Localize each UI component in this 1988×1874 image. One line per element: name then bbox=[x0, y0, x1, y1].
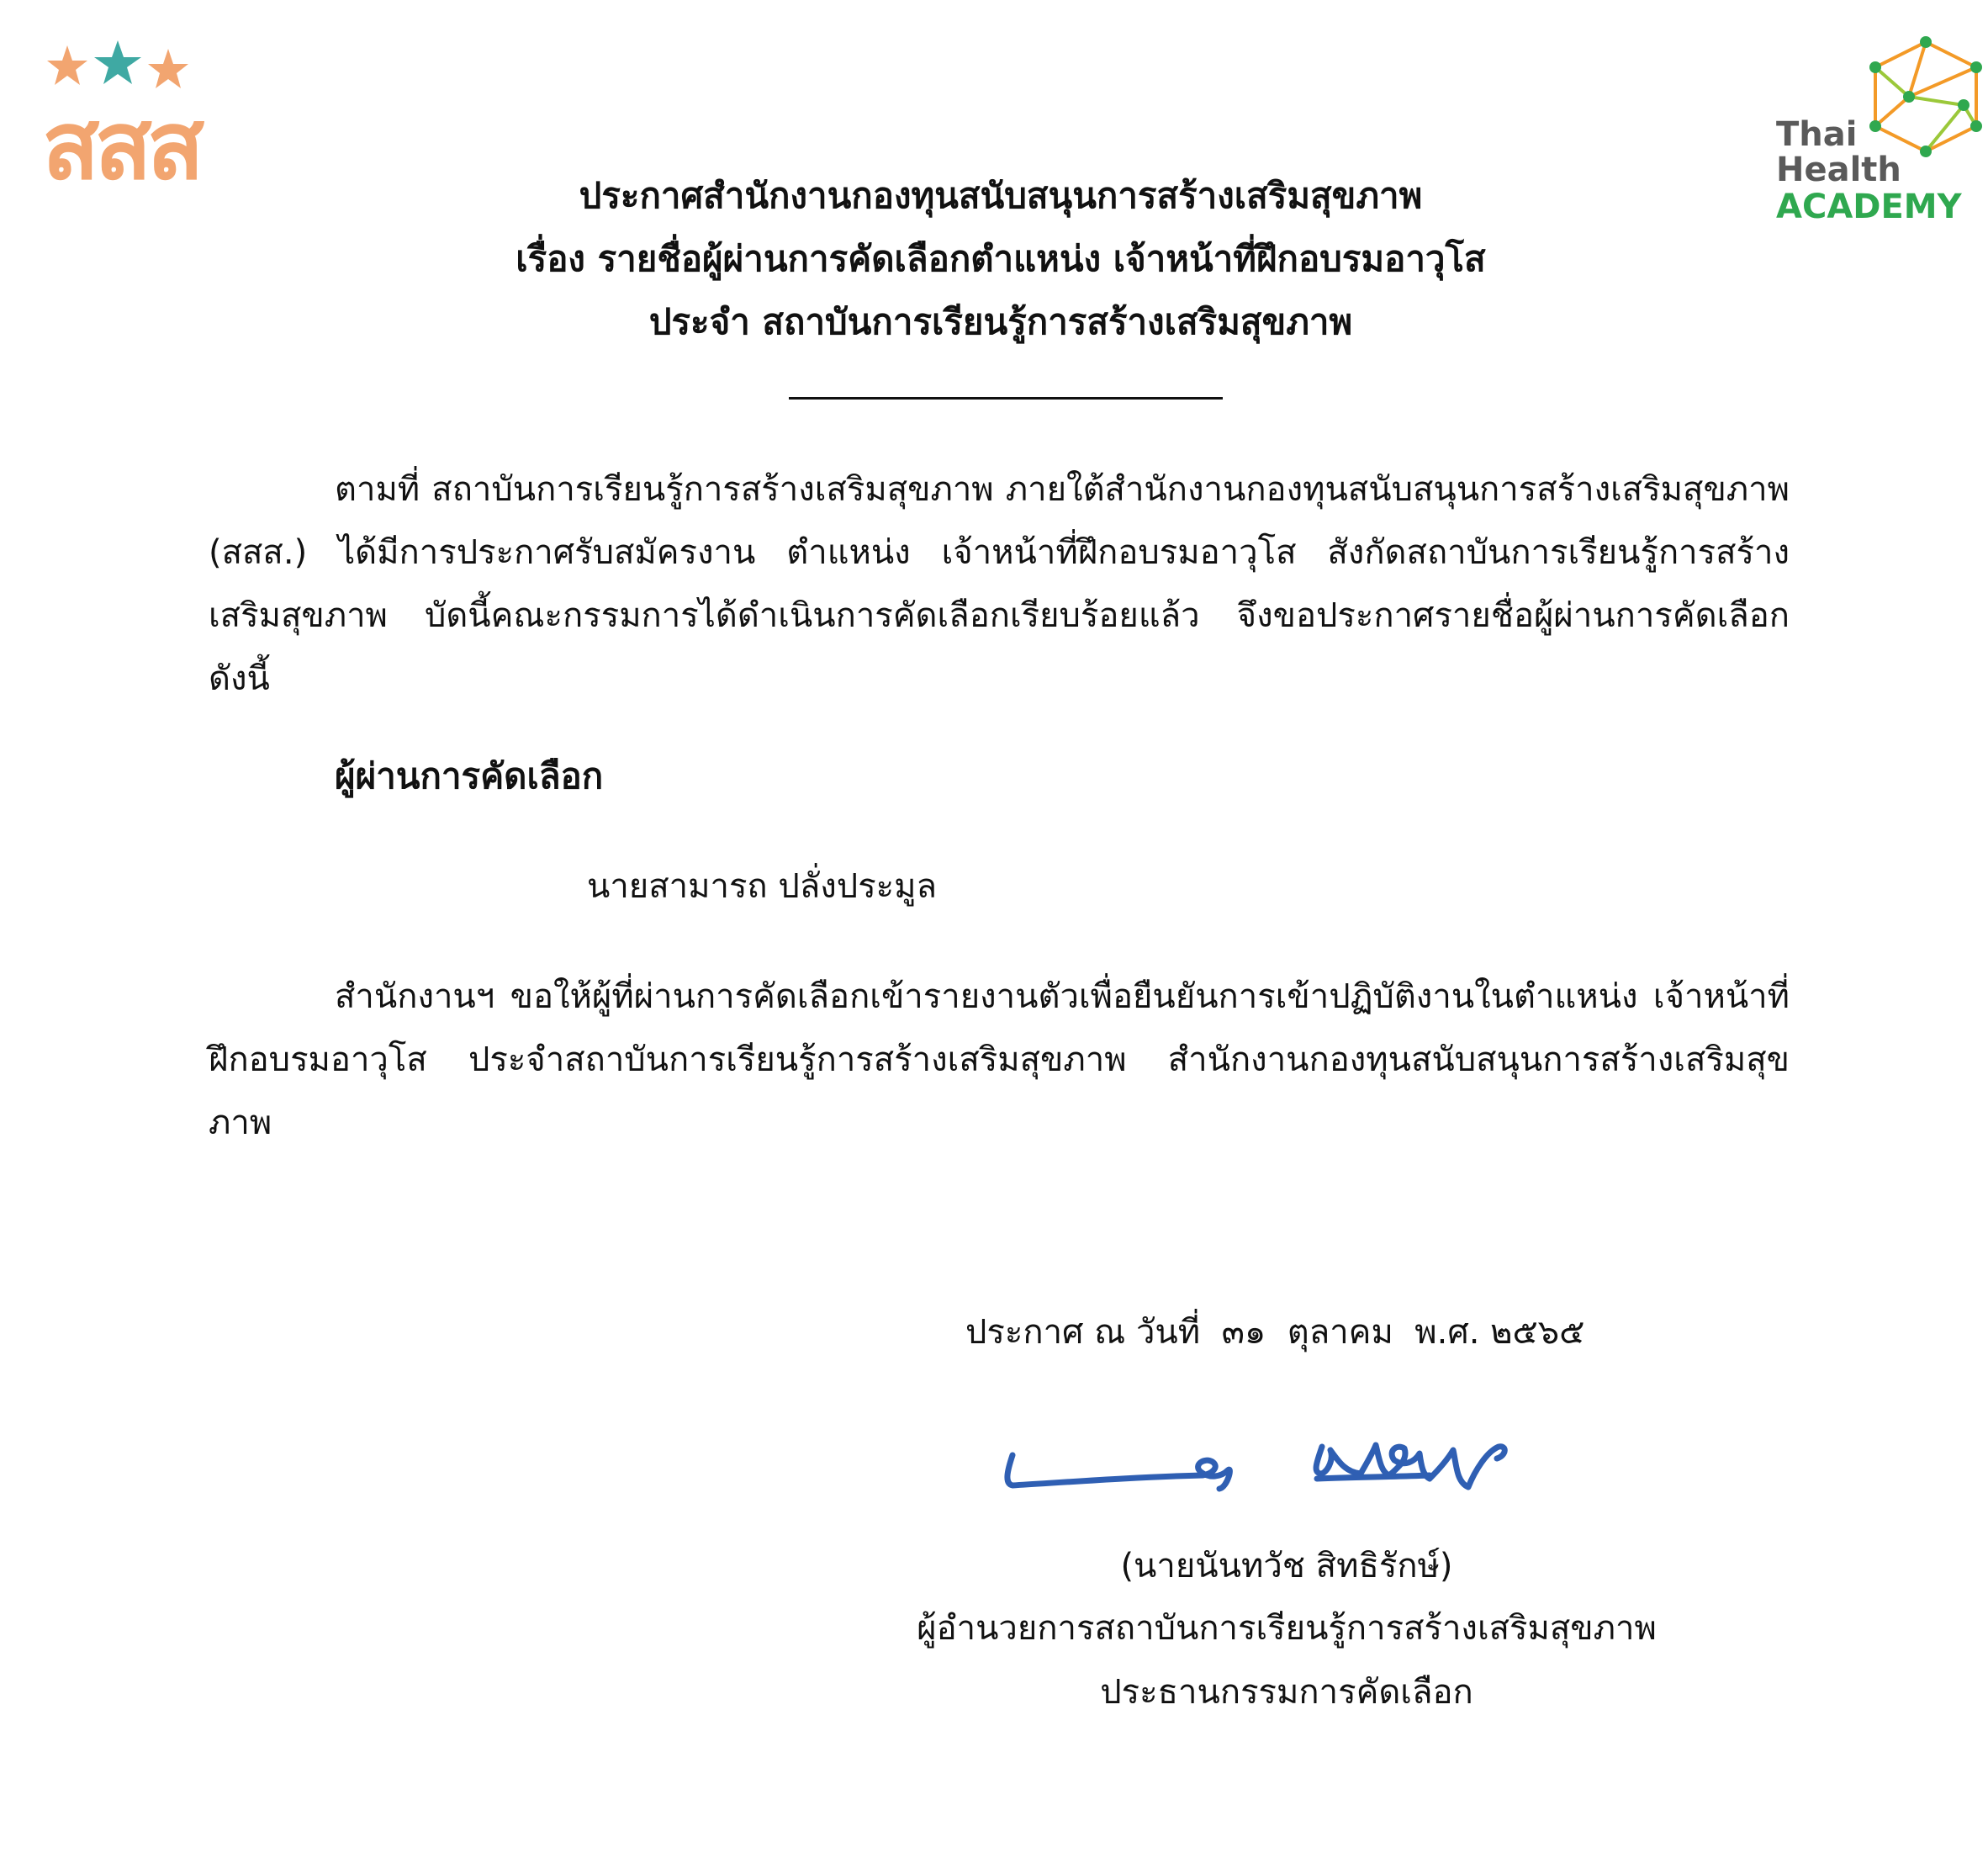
thaihealth-logo-text: สสส bbox=[42, 92, 200, 201]
thaihealth-logo bbox=[42, 40, 278, 201]
announcement-date: ประกาศ ณ วันที่ ๓๑ ตุลาคม พ.ศ. ๒๕๖๕ bbox=[965, 1313, 1585, 1352]
stars-icon bbox=[42, 40, 210, 99]
logo-word-academy: ACADEMY bbox=[1776, 188, 1962, 226]
intro-paragraph: ตามที่ สถาบันการเรียนรู้การสร้างเสริมสุขภาพ ภายใต้สำนักงานกองทุนสนับสนุนการสร้างเสริมสุขภาพ (สสส.) ได้มีการประกาศรับสมัครงาน ตำแหน่ง เจ้าหน้าที่ฝึกอบรมอาวุโส สังกัดสถาบันการเรียนรู้การสร้างเสริมสุขภาพ บัดนี้คณะกรรมการได้ดำเนินการคัดเลือกเรียบร้อยแล้ว จึงขอประกาศรายชื่อผู้ผ่านการคัดเลือก ดังนี้ bbox=[209, 470, 1790, 698]
logo-word-health: Health bbox=[1776, 151, 1901, 189]
thai-health-academy-logo bbox=[1766, 34, 1988, 236]
logo-word-thai: Thai bbox=[1776, 115, 1858, 154]
announcement-title-line-3: ประจำ สถาบันการเรียนรู้การสร้างเสริมสุขภาพ bbox=[648, 301, 1353, 342]
announcement-title-line-1: ประกาศสำนักงานกองทุนสนับสนุนการสร้างเสริมสุขภาพ bbox=[579, 175, 1423, 216]
handwritten-signature bbox=[992, 1403, 1564, 1504]
signer-title: ผู้อำนวยการสถาบันการเรียนรู้การสร้างเสริมสุขภาพ bbox=[917, 1609, 1657, 1648]
selected-candidate-name: นายสามารถ ปลั่งประมูล bbox=[587, 867, 938, 906]
network-hexagon-icon bbox=[1863, 34, 1988, 160]
announcement-title-line-2: เรื่อง รายชื่อผู้ผ่านการคัดเลือกตำแหน่ง เจ้าหน้าที่ฝึกอบรมอาวุโส bbox=[516, 238, 1486, 279]
signer-name: (นายนันทวัช สิทธิรักษ์) bbox=[1120, 1547, 1453, 1585]
instruction-paragraph: สำนักงานฯ ขอให้ผู้ที่ผ่านการคัดเลือกเข้ารายงานตัวเพื่อยืนยันการเข้าปฏิบัติงานในตำแหน่ง เจ้าหน้าที่ฝึกอบรมอาวุโส ประจำสถาบันการเรียนรู้การสร้างเสริมสุขภาพ สำนักงานกองทุนสนับสนุนการสร้างเสริมสุขภาพ bbox=[209, 977, 1790, 1142]
signer-role: ประธานกรรมการคัดเลือก bbox=[1100, 1673, 1473, 1712]
title-divider bbox=[789, 397, 1223, 400]
selected-heading: ผู้ผ่านการคัดเลือก bbox=[335, 755, 604, 797]
